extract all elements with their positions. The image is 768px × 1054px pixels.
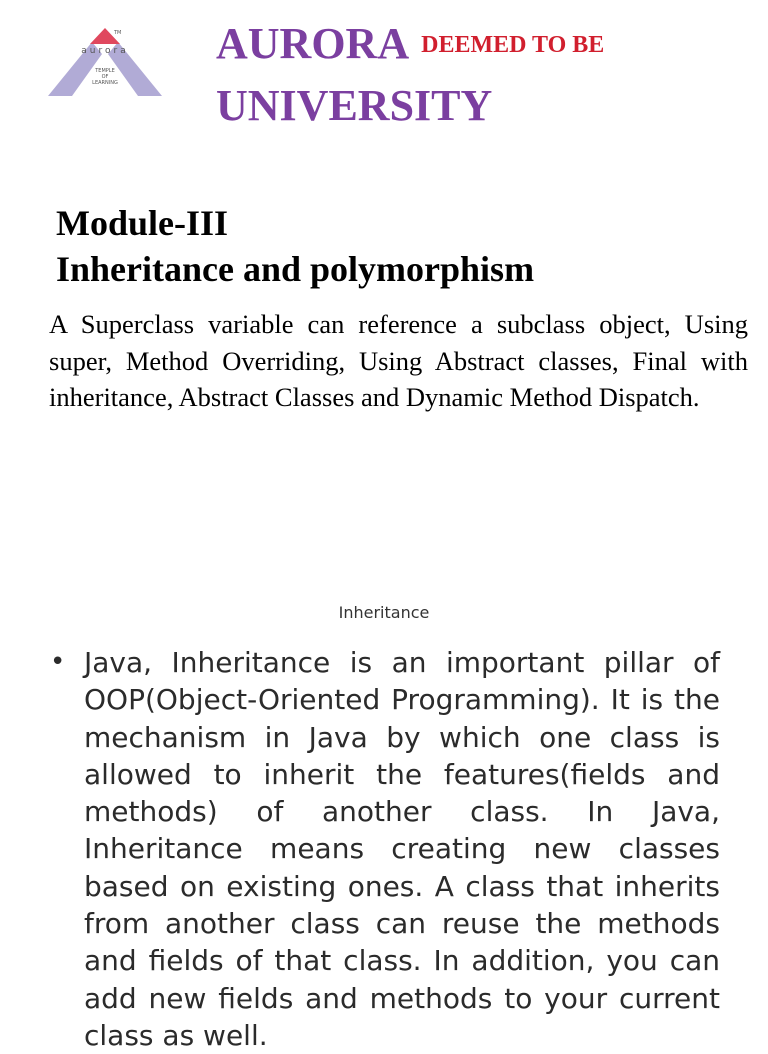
- aurora-logo: [46, 26, 164, 98]
- logo-tagline-2: OF: [101, 74, 109, 80]
- module-topics-paragraph: A Superclass variable can reference a subclass object, Using super, Method Overriding, Using Abstract classes, Final with inheritance, Abstract Classes and Dynamic Method Dispatch.: [49, 309, 748, 412]
- logo-tagline-3: LEARNING: [92, 80, 118, 86]
- slide-caption: Inheritance: [338, 603, 430, 622]
- bullet-icon: •: [50, 647, 66, 677]
- university-name-line-2: UNIVERSITY: [216, 81, 493, 130]
- slide-bullet-list: [48, 644, 720, 1054]
- bullet-text: Java, Inheritance is an important pillar of OOP(Object-Oriented Programming). It is the mechanism in Java by which one class is allowed to inherit the features(fields and methods) of another class. In Java, Inheritance means creating new classes based on existing ones. A class that inherits from another class can reuse the methods and fields of that class. In addition, you can add new fields and methods to your current class as well.: [84, 646, 720, 1052]
- module-title: Inheritance and polymorphism: [56, 249, 535, 289]
- list-item: [48, 644, 720, 1054]
- module-number: Module-III: [56, 203, 229, 243]
- university-name-aurora: AURORA: [216, 19, 410, 68]
- university-name-deemed: DEEMED TO BE: [421, 32, 605, 58]
- module-heading: [56, 200, 534, 292]
- university-name-line-1: [216, 18, 604, 69]
- logo-wordmark: aurora: [81, 46, 129, 56]
- logo-tagline-1: TEMPLE: [95, 68, 115, 74]
- logo-trademark: TM: [114, 30, 122, 36]
